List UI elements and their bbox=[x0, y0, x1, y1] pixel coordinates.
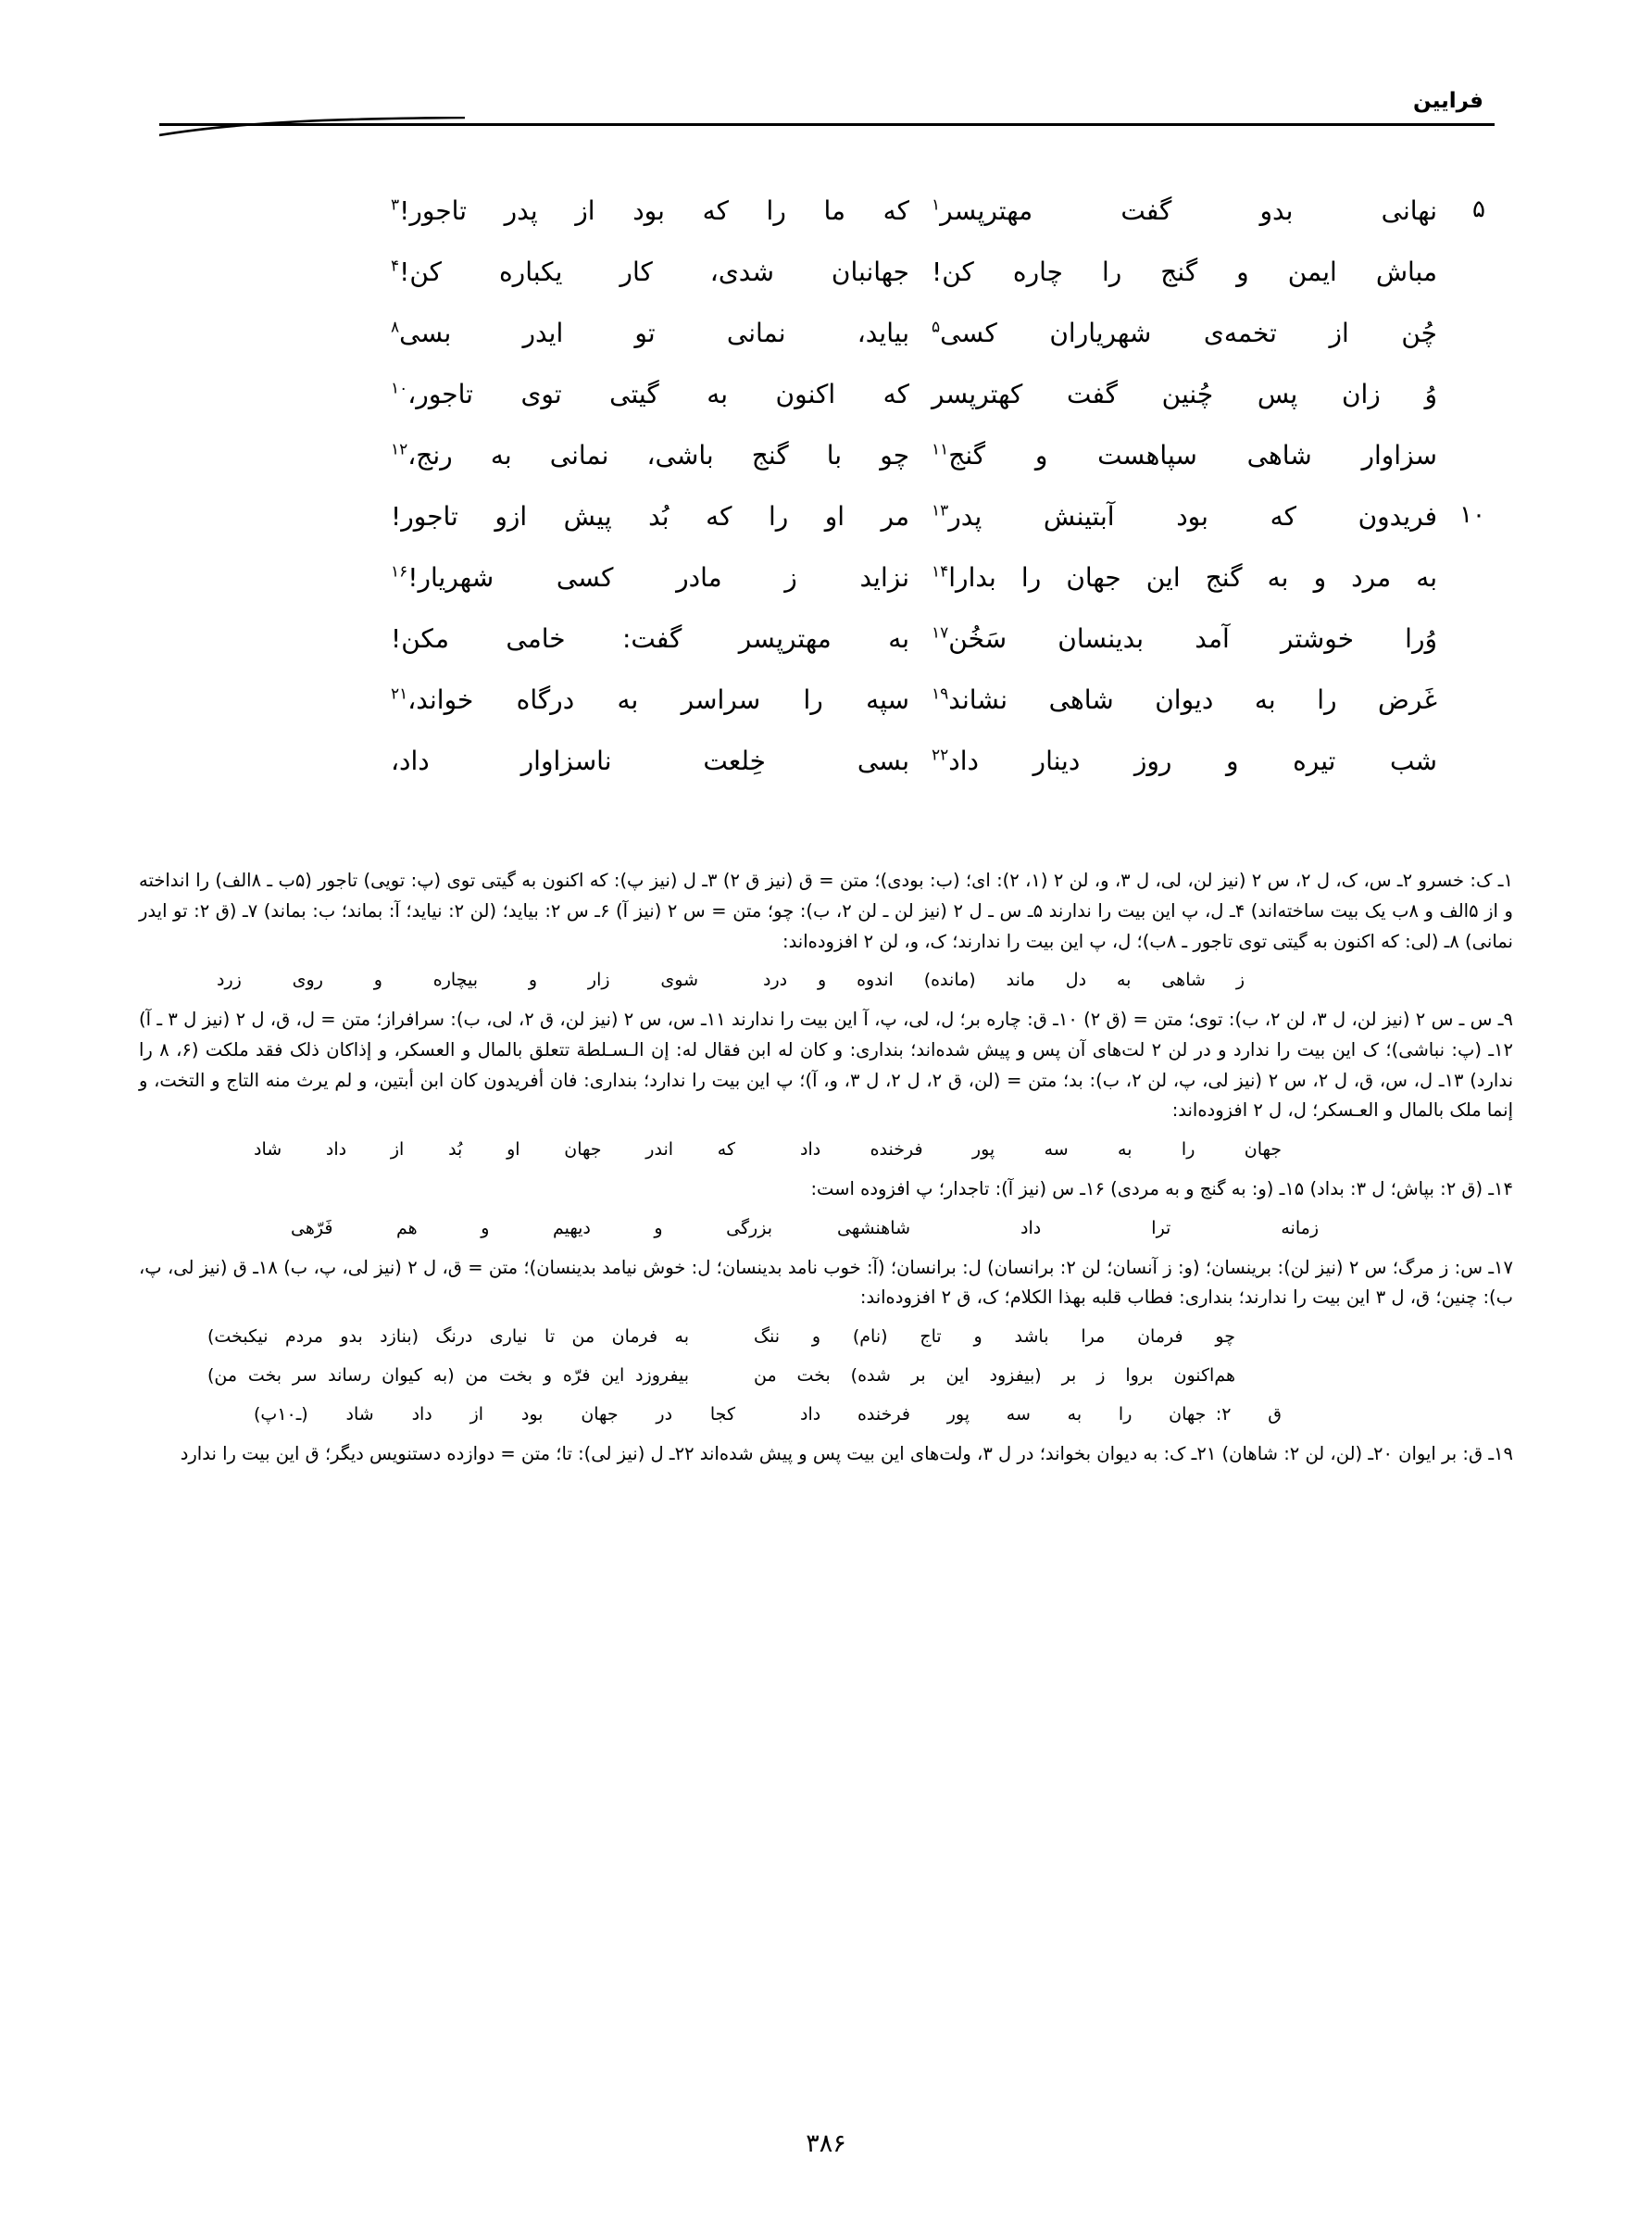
verse-row bbox=[222, 496, 1485, 548]
hemistich-left bbox=[391, 496, 909, 537]
header-rule-curve bbox=[159, 117, 465, 137]
note-marker: ۱۴ bbox=[932, 562, 949, 582]
inset-variant-couplet bbox=[139, 1214, 1513, 1244]
hemistich-text: چُن از تخمه‌ی شهریاران کسی bbox=[940, 318, 1437, 348]
hemistich-text: شب تیره و روز دینار داد bbox=[948, 746, 1437, 776]
verse-row bbox=[222, 740, 1485, 793]
hemistich-text: غَرض را به دیوان شاهی نشاند bbox=[948, 684, 1437, 715]
hemistich-left bbox=[391, 557, 909, 598]
note-marker: ۱۱ bbox=[932, 440, 949, 459]
inset-variant-couplet bbox=[139, 1323, 1513, 1352]
verse-row bbox=[222, 434, 1485, 487]
note-marker: ۳ bbox=[391, 195, 400, 215]
hemistich-text: به مهتر‌پسر گفت: خامی مکن! bbox=[391, 623, 909, 654]
inset-hemistich-left: کجا در جهان بود از داد شاد (ـ۱۰پ) bbox=[254, 1404, 735, 1425]
hemistich-text: که ما را که بود از پدر تاجور! bbox=[399, 195, 909, 226]
inset-hemistich-right: جهان را به سه پور فرخنده داد bbox=[800, 1404, 1207, 1425]
hemistich-left bbox=[391, 740, 909, 782]
hemistich-right bbox=[932, 496, 1437, 537]
note-marker: ۴ bbox=[391, 257, 400, 276]
hemistich-right bbox=[932, 557, 1437, 598]
inset-hemistich-right: هم‌اکنون بروا ز بر (بیفزود این بر شده) بخت من bbox=[754, 1365, 1235, 1387]
hemistich-text: سزاوار شاهی سپاهست و گنج bbox=[948, 440, 1437, 471]
hemistich-left bbox=[391, 251, 909, 293]
inset-hemistich-right: جهان را به سه پور فرخنده داد bbox=[800, 1139, 1282, 1161]
inset-variant-couplet bbox=[139, 1362, 1513, 1391]
apparatus-note-group: ۹ـ س ـ س ۲ (نیز لن، ل ۳، لن ۲، ب): توی؛ متن = (ق ۲) ۱۰ـ ق: چاره بر؛ ل، لی، پ، آ این بیت را ندارند ۱۱ـ س، س ۲ (نیز لن، ق ۲، لی، ب): سرافراز؛ متن = ل، ق، ل ۲ (نیز ل ۳ ـ آ) ۱۲ـ (پ: نباشی)؛ ک این بیت را ندارد و در لن ۲ لت‌های آن پس و پیش شده‌اند؛ بنداری: و کان له ابن فقال له: إن الـسـلطة تتعلق بالمال و العسکر، و إذاکان ذلک فقد ملکت (۶، ۸ را ندارد) ۱۳ـ ل، س، ق، ل ۲، س ۲ (نیز لی، پ، لن ۲، ب): بد؛ متن = (لن، ق ۲، ل ۲، ل ۳، و، آ)؛ پ این بیت را ندارد؛ بنداری: فان أفریدون کان ابن أبتین، و لم یرث منه التاج و التخت، و إنما ملک بالمال و العـسکر؛ ل، ل ۲ افزوده‌اند: bbox=[139, 1009, 1514, 1122]
inset-hemistich-right: زمانه ترا داد شاهنشهی bbox=[837, 1217, 1319, 1238]
verse-number bbox=[1437, 618, 1485, 623]
inset-hemistich-right: ز شاهی به دل ماند (مانده) اندوه و درد bbox=[763, 970, 1245, 991]
verse-row bbox=[222, 251, 1485, 304]
verse-number bbox=[1437, 312, 1485, 318]
note-marker: ۱۷ bbox=[932, 623, 949, 643]
verse-number bbox=[1437, 434, 1485, 440]
verse-row bbox=[222, 557, 1485, 609]
hemistich-text: وُرا خوشتر آمد بدینسان سَخُن bbox=[948, 623, 1437, 654]
hemistich-text: نهانی بدو گفت مهتر‌پسر bbox=[940, 195, 1437, 226]
hemistich-text: مر او را که بُد پیش ازو تاجور! bbox=[391, 501, 909, 532]
hemistich-left bbox=[391, 190, 909, 232]
note-marker: ۱۲ bbox=[391, 440, 408, 459]
inset-hemistich-right: چو فرمان مرا باشد و تاج (نام) و ننگ bbox=[754, 1326, 1235, 1348]
verse-number bbox=[1437, 557, 1485, 562]
hemistich-left bbox=[391, 618, 909, 659]
verse-row bbox=[222, 618, 1485, 671]
hemistich-text: سپه را سراسر به درگاه خواند، bbox=[407, 684, 909, 715]
note-marker: ۵ bbox=[932, 318, 941, 337]
hemistich-text: جهانبان شدی، کار یکباره کن! bbox=[399, 257, 909, 287]
hemistich-right bbox=[932, 679, 1437, 721]
hemistich-text: وُ زان پس چُنین گفت کهتر‌پسر bbox=[932, 379, 1437, 409]
note-marker: ۱۹ bbox=[932, 684, 949, 704]
note-marker: ۱۰ bbox=[391, 379, 408, 398]
verse-row bbox=[222, 679, 1485, 732]
inset-hemistich-left: بیفروزد این فرّه و بخت من (به کیوان رساند سر بخت من) bbox=[207, 1365, 689, 1387]
verse-number bbox=[1437, 373, 1485, 379]
hemistich-right bbox=[932, 251, 1437, 293]
hemistich-right bbox=[932, 618, 1437, 659]
hemistich-text: به مرد و به گنج این جهان را بدارا bbox=[948, 562, 1437, 593]
hemistich-text: بسی خِلعت ناسزاوار داد، bbox=[391, 746, 909, 776]
apparatus-note-group: ۱۹ـ ق: بر ایوان ۲۰ـ (لن، لن ۲: شاهان) ۲۱ـ ک: به دیوان بخواند؛ در ل ۳، ولت‌های این بیت پس و پیش شده‌اند ۲۲ـ ل (نیز لی): تا؛ متن = دوازده دستنویس دیگر؛ ق این بیت را ندارد bbox=[180, 1442, 1513, 1464]
hemistich-left bbox=[391, 312, 909, 354]
running-head: فرایین bbox=[1413, 89, 1483, 113]
inset-variant-couplet-q2 bbox=[139, 1400, 1513, 1430]
verse-number bbox=[1437, 251, 1485, 257]
hemistich-text: نزاید ز مادر کسی شهریار! bbox=[407, 562, 909, 593]
hemistich-left bbox=[391, 373, 909, 415]
critical-apparatus bbox=[139, 866, 1513, 1472]
hemistich-text: بیاید، نمانی تو ایدر بسی bbox=[399, 318, 909, 348]
verse-row bbox=[222, 190, 1485, 243]
inset-hemistich-left: شوی زار و بیچاره و روی زرد bbox=[217, 970, 698, 991]
page-number: ۳۸۶ bbox=[806, 2129, 846, 2158]
note-marker: ۲۲ bbox=[932, 746, 949, 765]
hemistich-right bbox=[932, 740, 1437, 782]
note-marker: ۱۳ bbox=[932, 501, 949, 521]
note-marker: ۸ bbox=[391, 318, 400, 337]
verse-number bbox=[1437, 740, 1485, 746]
note-marker: ۱۶ bbox=[391, 562, 408, 582]
hemistich-right bbox=[932, 434, 1437, 476]
hemistich-left bbox=[391, 679, 909, 721]
hemistich-text: مباش ایمن و گنج را چاره کن! bbox=[932, 257, 1437, 287]
apparatus-note-group: ۱۷ـ س: ز مرگ؛ س ۲ (نیز لن): برینسان؛ (و: ز آنسان؛ لن ۲: برانسان) ل: برانسان؛ (آ: خوب نامد بدینسان؛ ل: خوش نیامد بدینسان)؛ متن = ق، ل ۲ (نیز لی، پ، ب) ۱۸ـ ق (نیز لی، پ، ب): چنین؛ ق، ل ۳ این بیت را ندارند؛ بنداری: فطاب قلبه بهذا الکلام؛ ک، ق ۲ افزوده‌اند: bbox=[139, 1256, 1513, 1309]
verse-number: ۱۰ bbox=[1459, 501, 1485, 529]
inset-hemistich-left: به فرمان من تا نیاری درنگ (بنازد بدو مردم نیکبخت) bbox=[207, 1326, 689, 1348]
sigla-text: ق ۲: bbox=[1215, 1404, 1282, 1425]
hemistich-text: فریدون که بود آبتینش پدر bbox=[948, 501, 1437, 532]
hemistich-left bbox=[391, 434, 909, 476]
verse-block bbox=[222, 190, 1485, 801]
hemistich-right bbox=[932, 312, 1437, 354]
inset-variant-couplet bbox=[139, 966, 1513, 996]
hemistich-text: که اکنون به گیتی توی تاجور، bbox=[407, 379, 909, 409]
apparatus-note-group: ۱ـ ک: خسرو ۲ـ س، ک، ل ۲، س ۲ (نیز لن، لی، ل ۳، و، لن ۲ (۱، ۲): ای؛ (ب: بودی)؛ متن = ق (نیز ق ۲) ۳ـ ل (نیز پ): که اکنون به گیتی توی (پ: تویی) تاجور (۵ب ـ ۸الف) را انداخته و از ۵الف و ۸ب یک بیت ساخته‌اند) ۴ـ ل، پ این بیت را ندارند ۵ـ س ـ ل ۲ (نیز لن ـ لن ۲، ب): چو؛ متن = س ۲ (نیز آ) ۶ـ س ۲: بیاید؛ (لن ۲: نیاید؛ آ: بماند؛ ب: بماند) ۷ـ (ق ۲: تو ایدر نمانی) ۸ـ (لی: که اکنون به گیتی توی تاجور ـ ۸ب)؛ ل، پ این بیت را ندارند؛ ک، و، لن ۲ افزوده‌اند: bbox=[139, 870, 1513, 952]
hemistich-text: چو با گنج باشی، نمانی به رنج، bbox=[407, 440, 909, 471]
hemistich-right bbox=[932, 373, 1437, 415]
verse-row bbox=[222, 373, 1485, 426]
inset-hemistich-left: که اندر جهان او بُد از داد شاد bbox=[254, 1139, 735, 1161]
note-marker: ۲۱ bbox=[391, 684, 408, 704]
sigla-label bbox=[800, 1400, 1282, 1430]
inset-variant-couplet bbox=[139, 1136, 1513, 1165]
hemistich-right bbox=[932, 190, 1437, 232]
note-marker: ۱ bbox=[932, 195, 941, 215]
inset-hemistich-left: بزرگی و دیهیم و هم فَرّهی bbox=[291, 1217, 772, 1238]
apparatus-note-group: ۱۴ـ (ق ۲: بپاش؛ ل ۳: بداد) ۱۵ـ (و: به گنج و به مردی) ۱۶ـ س (نیز آ): تاجدار؛ پ افزوده است: bbox=[810, 1178, 1513, 1200]
verse-number bbox=[1437, 679, 1485, 684]
verse-row bbox=[222, 312, 1485, 365]
verse-number: ۵ bbox=[1472, 195, 1485, 223]
